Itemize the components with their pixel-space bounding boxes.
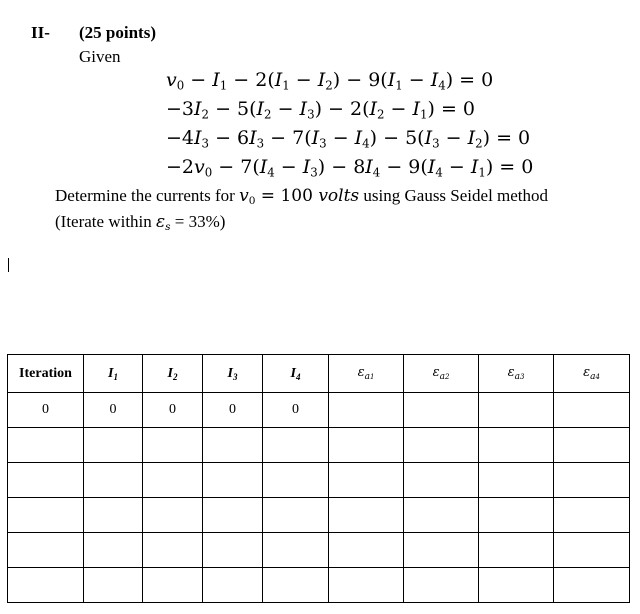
text-cursor — [8, 258, 9, 272]
column-header: $I_2$ — [143, 355, 203, 393]
table-cell — [84, 463, 143, 498]
equation-variable: $I_3$ — [194, 127, 210, 151]
equation-2: $-3I_2 - 5(I_2 - I_3) - 2(I_2 - I_1) = 0$ — [166, 98, 476, 122]
column-header: $I_3$ — [203, 355, 263, 393]
table-cell: 0 — [203, 393, 263, 428]
table-cell — [8, 568, 84, 603]
equation-variable: $v_0$ — [194, 156, 213, 180]
table-cell: 0 — [143, 393, 203, 428]
table-cell — [554, 533, 630, 568]
table-cell — [84, 498, 143, 533]
equation-variable: $I_4$ — [427, 156, 443, 180]
table-cell — [263, 463, 329, 498]
equation-variable: $I_2$ — [467, 127, 483, 151]
equation-variable: $I_1$ — [274, 69, 290, 93]
table-cell — [479, 533, 554, 568]
table-cell — [479, 393, 554, 428]
table-row — [8, 463, 630, 498]
table-cell: 0 — [8, 393, 84, 428]
column-header: $\varepsilon_{a3}$ — [479, 355, 554, 393]
table-cell — [84, 568, 143, 603]
table-cell — [554, 568, 630, 603]
table-cell — [329, 568, 404, 603]
equation-variable: $I_2$ — [256, 98, 272, 122]
table-cell — [404, 463, 479, 498]
table-cell — [329, 463, 404, 498]
table-cell — [263, 498, 329, 533]
table-cell — [263, 568, 329, 603]
tolerance-text: (Iterate within $\varepsilon_s = 33\%$) — [55, 212, 226, 233]
problem-number: II- — [31, 23, 50, 42]
problem-points: (25 points) — [79, 23, 156, 42]
equation-variable: $I_3$ — [424, 127, 440, 151]
table-cell — [8, 428, 84, 463]
table-cell — [143, 568, 203, 603]
equation-variable: $I_3$ — [302, 156, 318, 180]
equation-variable: $I_3$ — [249, 127, 265, 151]
table-cell — [554, 498, 630, 533]
table-cell — [554, 428, 630, 463]
table-cell — [404, 498, 479, 533]
table-cell — [143, 463, 203, 498]
table-cell — [263, 428, 329, 463]
table-cell — [479, 428, 554, 463]
table-row — [8, 498, 630, 533]
table-cell — [203, 533, 263, 568]
table-cell — [404, 428, 479, 463]
table-row — [8, 428, 630, 463]
given-label: Given — [79, 47, 121, 66]
table-cell — [479, 568, 554, 603]
instruction-text: Determine the currents for $v_0 = 100$ volts using Gauss Seidel method — [55, 186, 549, 207]
column-header: $I_1$ — [84, 355, 143, 393]
table-cell — [479, 463, 554, 498]
table-cell — [329, 428, 404, 463]
column-header: $\varepsilon_{a2}$ — [404, 355, 479, 393]
equation-variable: $I_1$ — [387, 69, 403, 93]
table-cell — [8, 533, 84, 568]
table-cell — [203, 568, 263, 603]
table-cell — [329, 498, 404, 533]
table-cell — [404, 533, 479, 568]
table-cell — [143, 428, 203, 463]
table-cell — [554, 393, 630, 428]
table-cell — [8, 463, 84, 498]
table-row — [8, 568, 630, 603]
equation-3: $-4I_3 - 6I_3 - 7(I_3 - I_4) - 5(I_3 - I_2) = 0$ — [166, 127, 531, 151]
table-cell — [203, 498, 263, 533]
table-cell — [263, 533, 329, 568]
equation-variable: $I_1$ — [412, 98, 428, 122]
table-row — [8, 533, 630, 568]
table-header-row — [8, 355, 630, 393]
equation-variable: $I_4$ — [354, 127, 370, 151]
equation-variable: $I_3$ — [299, 98, 315, 122]
table-cell — [479, 498, 554, 533]
column-header: $\varepsilon_{a1}$ — [329, 355, 404, 393]
table-cell — [143, 533, 203, 568]
table-cell — [143, 498, 203, 533]
table-cell — [84, 533, 143, 568]
equation-variable: $I_4$ — [430, 69, 446, 93]
table-cell — [554, 463, 630, 498]
column-header: $I_4$ — [263, 355, 329, 393]
equation-variable: $I_2$ — [317, 69, 333, 93]
equation-variable: $I_2$ — [369, 98, 385, 122]
table-cell: 0 — [263, 393, 329, 428]
column-header: Iteration — [8, 355, 84, 393]
table-cell — [203, 428, 263, 463]
table-cell — [84, 428, 143, 463]
equation-variable: $I_4$ — [365, 156, 381, 180]
equation-variable: $v_0$ — [166, 69, 185, 93]
equation-variable: $I_1$ — [212, 69, 228, 93]
table-row — [8, 393, 630, 428]
iteration-table — [7, 354, 630, 603]
table-cell — [203, 463, 263, 498]
equation-variable: $I_4$ — [259, 156, 275, 180]
table-cell — [329, 533, 404, 568]
equation-1: $v_0 - I_1 - 2(I_1 - I_2) - 9(I_1 - I_4) = 0$ — [166, 69, 494, 93]
table-cell — [329, 393, 404, 428]
table-cell: 0 — [84, 393, 143, 428]
equation-variable: $I_2$ — [194, 98, 210, 122]
table-cell — [404, 393, 479, 428]
equation-4: $-2v_0 - 7(I_4 - I_3) - 8I_4 - 9(I_4 - I_1) = 0$ — [166, 156, 534, 180]
equation-variable: $I_3$ — [311, 127, 327, 151]
column-header: $\varepsilon_{a4}$ — [554, 355, 630, 393]
table-cell — [8, 498, 84, 533]
equation-variable: $I_1$ — [470, 156, 486, 180]
table-cell — [404, 568, 479, 603]
